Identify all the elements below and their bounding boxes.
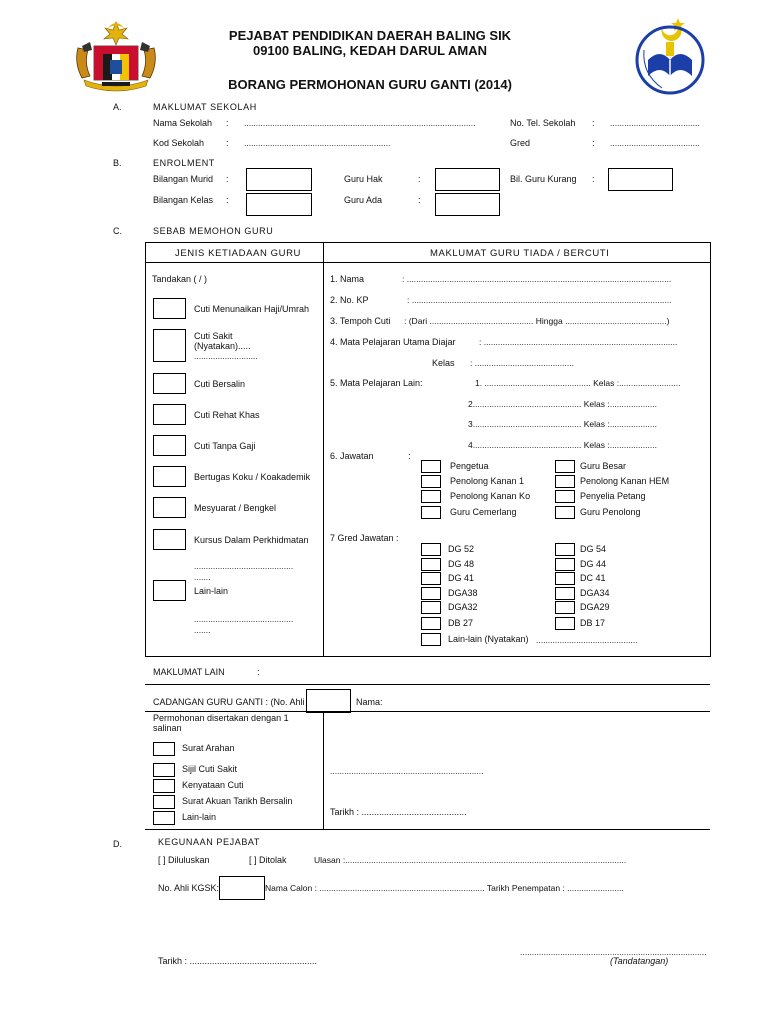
office-name: PEJABAT PENDIDIKAN DAERAH BALING SIK <box>228 28 512 43</box>
ditolak-option[interactable]: [ ] Ditolak <box>249 855 287 865</box>
f4-kelas-label: Kelas <box>432 358 455 368</box>
permohonan-text-1: Permohonan disertakan dengan 1 <box>153 713 289 723</box>
kursus-label: Kursus Dalam Perkhidmatan <box>194 535 309 545</box>
gred-right-4-checkbox[interactable] <box>555 601 575 614</box>
f6-jawatan-label: 6. Jawatan <box>330 451 374 461</box>
nama-sekolah-field[interactable]: .................................................................................................. <box>244 118 476 128</box>
jawatan-left-3-checkbox[interactable] <box>421 506 441 519</box>
gred-left-0-checkbox[interactable] <box>421 543 441 556</box>
cuti-tanpa-gaji-checkbox[interactable] <box>153 435 186 456</box>
f5-row-3[interactable]: 3.............................................. Kelas :.................... <box>468 419 657 429</box>
gred-left-2-checkbox[interactable] <box>421 572 441 585</box>
gred-left-6-label: Lain-lain (Nyatakan) <box>448 634 529 644</box>
kod-sekolah-colon: : <box>226 138 229 148</box>
table-bottom-border <box>145 656 710 657</box>
jawatan-left-2-checkbox[interactable] <box>421 490 441 503</box>
gred-right-0-checkbox[interactable] <box>555 543 575 556</box>
attachment-1-checkbox[interactable] <box>153 763 175 777</box>
jawatan-right-1-checkbox[interactable] <box>555 475 575 488</box>
section-a-letter: A. <box>113 102 122 112</box>
f1-nama-field[interactable]: : ................................................................................................................ <box>402 274 672 284</box>
signature-dots[interactable]: ................................................................. <box>330 766 484 776</box>
malaysia-coat-of-arms-logo <box>70 18 162 93</box>
section-d-title: KEGUNAAN PEJABAT <box>158 837 260 847</box>
cuti-sakit-label: Cuti Sakit <box>194 331 233 341</box>
guru-kurang-colon: : <box>592 174 595 184</box>
attachment-4-checkbox[interactable] <box>153 811 175 825</box>
kod-sekolah-label: Kod Sekolah <box>153 138 205 148</box>
gred-left-4-checkbox[interactable] <box>421 601 441 614</box>
f5-row-1[interactable]: 1. ............................................. Kelas :.......................... <box>475 378 681 388</box>
cuti-sakit-dots[interactable]: ........................... <box>194 351 258 361</box>
jawatan-right-2-checkbox[interactable] <box>555 490 575 503</box>
cuti-rehat-khas-checkbox[interactable] <box>153 404 186 425</box>
f2-nokp-label: 2. No. KP <box>330 295 369 305</box>
cuti-sakit-checkbox[interactable] <box>153 329 186 362</box>
divider-lampiran-column <box>323 711 324 829</box>
tandakan-label: Tandakan ( / ) <box>152 274 208 284</box>
gred-right-1-checkbox[interactable] <box>555 558 575 571</box>
lain-lain-dots-1[interactable]: .......................................... <box>194 614 294 624</box>
gred-left-2-label: DG 41 <box>448 573 475 583</box>
attachment-2-checkbox[interactable] <box>153 779 175 793</box>
attachment-2-label: Kenyataan Cuti <box>182 780 244 790</box>
gred-colon: : <box>592 138 595 148</box>
gred-left-6-checkbox[interactable] <box>421 633 441 646</box>
f3-tempoh-label: 3. Tempoh Cuti <box>330 316 391 326</box>
no-ahli-kgsk-label: No. Ahli KGSK: <box>158 883 220 893</box>
jawatan-right-0-checkbox[interactable] <box>555 460 575 473</box>
gred-right-0-label: DG 54 <box>580 544 607 554</box>
attachment-3-label: Surat Akuan Tarikh Bersalin <box>182 796 293 806</box>
gred-left-3-label: DGA38 <box>448 588 478 598</box>
divider-section-d <box>145 829 710 830</box>
nama-sekolah-label: Nama Sekolah <box>153 118 213 128</box>
cuti-haji-checkbox[interactable] <box>153 298 186 319</box>
gred-lain-dots[interactable]: ........................................... <box>536 635 638 645</box>
divider-maklumat-lain <box>145 684 710 685</box>
table-right-border <box>710 242 711 657</box>
gred-label: Gred <box>510 138 531 148</box>
tarikh-pejabat-field[interactable]: Tarikh : ................................................... <box>158 956 318 966</box>
f6-jawatan-colon: : <box>408 451 411 461</box>
guru-ada-colon: : <box>418 195 421 205</box>
maklumat-lain-colon: : <box>257 667 260 677</box>
attachment-1-label: Sijil Cuti Sakit <box>182 764 238 774</box>
nama-calon-field[interactable]: Nama Calon : ...................................................................... Tarikh Penempatan : ........................ <box>265 883 624 893</box>
f7-gred-label: 7 Gred Jawatan : <box>330 533 399 543</box>
attachment-0-checkbox[interactable] <box>153 742 175 756</box>
f4-kelas-field[interactable]: : .......................................... <box>470 358 574 368</box>
form-title: BORANG PERMOHONAN GURU GANTI (2014) <box>228 77 512 92</box>
f2-nokp-field[interactable]: : .............................................................................................................. <box>407 295 672 305</box>
jawatan-left-0-checkbox[interactable] <box>421 460 441 473</box>
gred-right-3-label: DGA34 <box>580 588 610 598</box>
cuti-rehat-khas-label: Cuti Rehat Khas <box>194 410 260 420</box>
table-left-border <box>145 242 146 657</box>
jawatan-right-0-label: Guru Besar <box>580 461 627 471</box>
table-header-divider <box>145 262 710 263</box>
kursus-checkbox[interactable] <box>153 529 186 550</box>
gred-left-4-label: DGA32 <box>448 602 478 612</box>
gred-right-5-checkbox[interactable] <box>555 617 575 630</box>
mesyuarat-label: Mesyuarat / Bengkel <box>194 503 277 513</box>
jawatan-left-1-checkbox[interactable] <box>421 475 441 488</box>
gred-right-1-label: DG 44 <box>580 559 607 569</box>
tel-sekolah-field[interactable]: ...................................... <box>610 118 700 128</box>
gred-right-5-label: DB 17 <box>580 618 606 628</box>
table-column-divider <box>323 242 324 657</box>
gred-left-1-label: DG 48 <box>448 559 475 569</box>
col-maklumat-header: MAKLUMAT GURU TIADA / BERCUTI <box>430 248 610 259</box>
lain-lain-label: Lain-lain <box>194 586 229 596</box>
f5-row-2[interactable]: 2.............................................. Kelas :.................... <box>468 399 657 409</box>
gred-right-4-label: DGA29 <box>580 602 610 612</box>
diluluskan-option[interactable]: [ ] Diluluskan <box>158 855 210 865</box>
gred-field[interactable]: ...................................... <box>610 138 700 148</box>
cuti-tanpa-gaji-label: Cuti Tanpa Gaji <box>194 441 256 451</box>
guru-kurang-input[interactable] <box>608 168 673 191</box>
jawatan-left-0-label: Pengetua <box>450 461 489 471</box>
gred-right-2-checkbox[interactable] <box>555 572 575 585</box>
f1-nama-label: 1. Nama <box>330 274 365 284</box>
jawatan-right-1-label: Penolong Kanan HEM <box>580 476 670 486</box>
table-top-border <box>145 242 710 243</box>
tandatangan-label: (Tandatangan) <box>610 956 669 966</box>
section-b-title: ENROLMENT <box>153 158 215 168</box>
ppd-baling-sik-logo <box>622 14 714 104</box>
gred-left-5-checkbox[interactable] <box>421 617 441 630</box>
jawatan-left-1-label: Penolong Kanan 1 <box>450 476 525 486</box>
guru-hak-label: Guru Hak <box>344 174 383 184</box>
gred-right-2-label: DC 41 <box>580 573 606 583</box>
section-b-letter: B. <box>113 158 122 168</box>
gred-right-3-checkbox[interactable] <box>555 587 575 600</box>
bertugas-koku-label: Bertugas Koku / Koakademik <box>194 472 311 482</box>
section-c-letter: C. <box>113 226 122 236</box>
jawatan-right-2-label: Penyelia Petang <box>580 491 646 501</box>
jawatan-left-3-label: Guru Cemerlang <box>450 507 517 517</box>
cuti-haji-label: Cuti Menunaikan Haji/Umrah <box>194 304 310 314</box>
permohonan-text-2: salinan <box>153 723 182 733</box>
maklumat-lain-label: MAKLUMAT LAIN <box>153 667 225 677</box>
cuti-bersalin-checkbox[interactable] <box>153 373 186 394</box>
cuti-sakit-nyatakan: (Nyatakan)..... <box>194 341 251 351</box>
cadangan-nama-label: Nama: <box>356 697 383 707</box>
section-c-title: SEBAB MEMOHON GURU <box>153 226 274 236</box>
f4-mata-pelajaran-label: 4. Mata Pelajaran Utama Diajar <box>330 337 456 347</box>
kursus-dots-2[interactable]: ....... <box>194 572 211 582</box>
tarikh-field[interactable]: Tarikh : .......................................... <box>330 807 467 817</box>
gred-left-3-checkbox[interactable] <box>421 587 441 600</box>
guru-kurang-label: Bil. Guru Kurang <box>510 174 577 184</box>
kursus-dots-1[interactable]: .......................................... <box>194 561 294 571</box>
cuti-bersalin-label: Cuti Bersalin <box>194 379 246 389</box>
f5-mp-lain-label: 5. Mata Pelajaran Lain: <box>330 378 423 388</box>
tandatangan-dots[interactable]: ............................................................................... <box>520 947 707 957</box>
cadangan-label: CADANGAN GURU GANTI : (No. Ahli <box>153 697 305 707</box>
bilangan-murid-colon: : <box>226 174 229 184</box>
guru-ada-input[interactable] <box>435 193 500 216</box>
tel-sekolah-colon: : <box>592 118 595 128</box>
gred-left-5-label: DB 27 <box>448 618 474 628</box>
bilangan-murid-label: Bilangan Murid <box>153 174 214 184</box>
attachment-3-checkbox[interactable] <box>153 795 175 809</box>
office-address: 09100 BALING, KEDAH DARUL AMAN <box>252 43 488 58</box>
bilangan-murid-input[interactable] <box>246 168 312 191</box>
col-jenis-header: JENIS KETIADAAN GURU <box>175 248 302 259</box>
tel-sekolah-label: No. Tel. Sekolah <box>510 118 576 128</box>
kod-sekolah-field[interactable]: .............................................................. <box>244 138 391 148</box>
guru-ada-label: Guru Ada <box>344 195 383 205</box>
section-a-title: MAKLUMAT SEKOLAH <box>153 102 257 112</box>
attachment-0-label: Surat Arahan <box>182 743 235 753</box>
guru-hak-input[interactable] <box>435 168 500 191</box>
no-ahli-kgsk-input[interactable] <box>219 876 265 900</box>
attachment-4-label: Lain-lain <box>182 812 217 822</box>
mesyuarat-checkbox[interactable] <box>153 497 186 518</box>
f3-tempoh-field[interactable]: : (Dari ............................................ Hingga ...........................................) <box>404 316 670 326</box>
lain-lain-checkbox[interactable] <box>153 580 186 601</box>
lain-lain-dots-2[interactable]: ....... <box>194 625 211 635</box>
cadangan-no-ahli-input[interactable] <box>306 689 351 713</box>
guru-hak-colon: : <box>418 174 421 184</box>
jawatan-right-3-checkbox[interactable] <box>555 506 575 519</box>
f5-row-4[interactable]: 4.............................................. Kelas :.................... <box>468 440 657 450</box>
bilangan-kelas-colon: : <box>226 195 229 205</box>
gred-left-1-checkbox[interactable] <box>421 558 441 571</box>
f4-mata-pelajaran-field[interactable]: : .................................................................................. <box>479 337 678 347</box>
bilangan-kelas-label: Bilangan Kelas <box>153 195 214 205</box>
ulasan-field[interactable]: Ulasan :....................................................................................................................... <box>314 855 627 865</box>
jawatan-right-3-label: Guru Penolong <box>580 507 641 517</box>
bertugas-koku-checkbox[interactable] <box>153 466 186 487</box>
gred-left-0-label: DG 52 <box>448 544 475 554</box>
bilangan-kelas-input[interactable] <box>246 193 312 216</box>
nama-sekolah-colon: : <box>226 118 229 128</box>
jawatan-left-2-label: Penolong Kanan Ko <box>450 491 531 501</box>
section-d-letter: D. <box>113 839 122 849</box>
divider-cadangan <box>145 711 710 712</box>
